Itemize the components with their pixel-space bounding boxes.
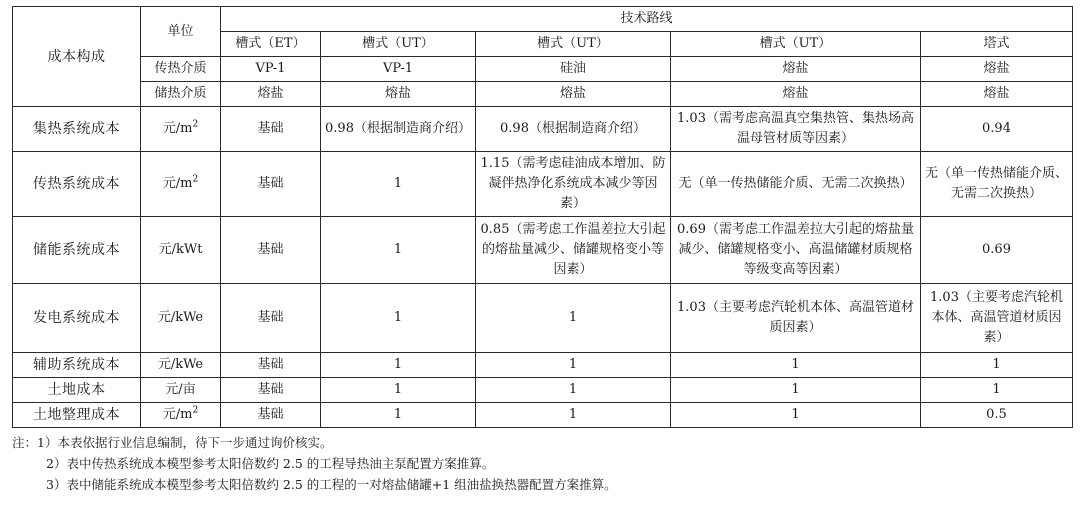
row-value: 0.85（需考虑工作温差拉大引起的熔盐量减少、储罐规格变小等因素）	[476, 217, 671, 284]
row-value: 基础	[221, 284, 321, 353]
note-2: 2）表中传热系统成本模型参考太阳倍数约 2.5 的工程导热油主泵配置方案推算。	[46, 456, 495, 471]
htf-label: 传热介质	[141, 57, 221, 82]
row-value: 1	[321, 378, 476, 403]
table-row	[13, 353, 1073, 378]
note-3: 3）表中储能系统成本模型参考太阳倍数约 2.5 的工程的一对熔盐储罐+1 组油盐换热器配置方案推算。	[46, 477, 617, 492]
row-value: 1.03（需考虑高温真空集热管、集热场高温母管材质等因素）	[671, 107, 921, 152]
htf-value-2: VP-1	[321, 57, 476, 82]
document	[12, 6, 1072, 495]
row-value: 1.15（需考虑硅油成本增加、防凝伴热净化系统成本减少等因素）	[476, 152, 671, 217]
row-value: 1	[671, 378, 921, 403]
row-value: 1	[921, 353, 1073, 378]
row-unit: 元$/m^2$	[141, 403, 221, 428]
storage-value-1: 熔盐	[221, 82, 321, 107]
row-name: 传热系统成本	[13, 152, 141, 217]
htf-value-5: 熔盐	[921, 57, 1073, 82]
row-value: 基础	[221, 217, 321, 284]
header-row-1	[13, 7, 1073, 32]
htf-value-1: VP-1	[221, 57, 321, 82]
row-unit: 元$/m^2$	[141, 152, 221, 217]
header-cost-composition: 成本构成	[13, 7, 141, 107]
row-unit: 元/kWe	[141, 284, 221, 353]
table-row	[13, 284, 1073, 353]
header-row-storage	[13, 82, 1073, 107]
cost-comparison-table	[12, 6, 1073, 428]
row-value: 基础	[221, 152, 321, 217]
row-value: 1.03（主要考虑汽轮机本体、高温管道材质因素）	[921, 284, 1073, 353]
note-1: 注：1）本表依据行业信息编制，待下一步通过询价核实。	[12, 435, 333, 450]
row-name: 发电系统成本	[13, 284, 141, 353]
row-unit: 元$/m^2$	[141, 107, 221, 152]
row-value: 0.69	[921, 217, 1073, 284]
route-2: 槽式（UT）	[321, 32, 476, 57]
row-value: 1	[321, 152, 476, 217]
row-name: 土地整理成本	[13, 403, 141, 428]
route-4: 槽式（UT）	[671, 32, 921, 57]
htf-value-4: 熔盐	[671, 57, 921, 82]
row-value: 1.03（主要考虑汽轮机本体、高温管道材质因素）	[671, 284, 921, 353]
row-value: 1	[921, 378, 1073, 403]
row-unit: 元/亩	[141, 378, 221, 403]
row-name: 土地成本	[13, 378, 141, 403]
row-value: 基础	[221, 107, 321, 152]
table-row	[13, 378, 1073, 403]
storage-value-2: 熔盐	[321, 82, 476, 107]
route-5: 塔式	[921, 32, 1073, 57]
table-row	[13, 217, 1073, 284]
table-row	[13, 403, 1073, 428]
row-name: 储能系统成本	[13, 217, 141, 284]
table-row	[13, 107, 1073, 152]
row-value: 1	[321, 403, 476, 428]
row-unit: 元/kWt	[141, 217, 221, 284]
table-notes	[12, 432, 1072, 495]
storage-value-4: 熔盐	[671, 82, 921, 107]
row-value: 1	[321, 353, 476, 378]
row-value: 基础	[221, 353, 321, 378]
row-value: 基础	[221, 403, 321, 428]
row-value: 1	[671, 353, 921, 378]
route-3: 槽式（UT）	[476, 32, 671, 57]
route-1: 槽式（ET）	[221, 32, 321, 57]
header-tech-route: 技术路线	[221, 7, 1073, 32]
header-row-htf	[13, 57, 1073, 82]
row-value: 1	[321, 217, 476, 284]
row-value: 无（单一传热储能介质、无需二次换热）	[921, 152, 1073, 217]
row-value: 1	[476, 403, 671, 428]
row-value: 0.5	[921, 403, 1073, 428]
row-value: 1	[671, 403, 921, 428]
htf-value-3: 硅油	[476, 57, 671, 82]
row-unit: 元/kWe	[141, 353, 221, 378]
row-value: 0.98（根据制造商介绍）	[476, 107, 671, 152]
header-unit: 单位	[141, 7, 221, 57]
row-value: 0.94	[921, 107, 1073, 152]
row-value: 1	[476, 378, 671, 403]
storage-value-3: 熔盐	[476, 82, 671, 107]
storage-label: 储热介质	[141, 82, 221, 107]
row-value: 1	[476, 353, 671, 378]
storage-value-5: 熔盐	[921, 82, 1073, 107]
row-value: 1	[476, 284, 671, 353]
row-name: 集热系统成本	[13, 107, 141, 152]
row-value: 基础	[221, 378, 321, 403]
row-name: 辅助系统成本	[13, 353, 141, 378]
table-row	[13, 152, 1073, 217]
row-value: 0.69（需考虑工作温差拉大引起的熔盐量减少、储罐规格变小、高温储罐材质规格等级变高等因素）	[671, 217, 921, 284]
row-value: 0.98（根据制造商介绍）	[321, 107, 476, 152]
row-value: 1	[321, 284, 476, 353]
row-value: 无（单一传热储能介质、无需二次换热）	[671, 152, 921, 217]
